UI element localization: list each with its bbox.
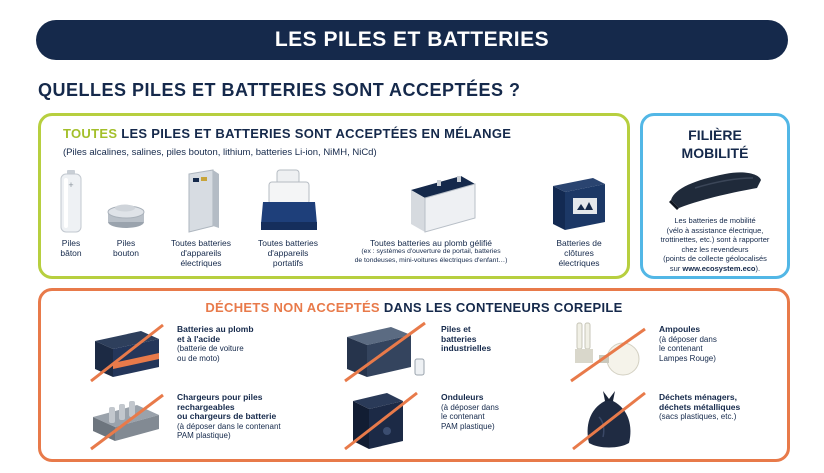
accepted-item-note: (ex : systèmes d'ouverture de portail, batteries de tondeuses, mini-voitures électriques d'enfant…) (354, 248, 508, 264)
rejected-item-text (659, 325, 717, 363)
accepted-item-label: Toutes batteries d'appareils portatifs (257, 238, 318, 268)
device-battery-icon (161, 166, 241, 236)
main-banner (36, 20, 788, 60)
accepted-heading-rest: LES PILES ET BATTERIES SONT ACCEPTÉES EN MÉLANGE (117, 126, 512, 141)
rejected-item-desc: (à déposer dans le contenant PAM plastique) (441, 402, 499, 431)
banner-title: LES PILES ET BATTERIES (274, 28, 550, 51)
charger-icon (87, 387, 167, 453)
rejected-item-desc: (à déposer dans le contenant Lampes Rouge) (659, 334, 717, 363)
tool-battery-icon (247, 166, 329, 236)
rejected-item-title: Ampoules (659, 324, 701, 334)
trash-bag-icon (569, 387, 649, 453)
rejected-item-text (659, 393, 740, 422)
accepted-item-gel (341, 166, 521, 265)
industrial-battery-icon (341, 319, 431, 385)
mobility-desc-rest: (vélo à assistance électrique, trottinettes, etc.) sont à rapporter chez les revendeurs (points de collecte géolocalisés sur (660, 225, 770, 273)
rejected-heading-rest: DANS LES CONTENEURS COREPILE (379, 300, 623, 315)
accepted-item-tool (247, 166, 329, 268)
rejected-item-text (177, 325, 254, 363)
mobility-description (649, 216, 781, 273)
ups-icon (341, 387, 421, 453)
page-subtitle: QUELLES PILES ET BATTERIES SONT ACCEPTÉES ? (38, 80, 521, 100)
button-cell-icon (103, 166, 149, 236)
fence-battery-icon (539, 166, 619, 236)
accepted-item-label: Batteries de clôtures électriques (556, 238, 602, 268)
accepted-item-label: Toutes batteries au plomb gélifié (370, 238, 492, 248)
accepted-subtext: (Piles alcalines, salines, piles bouton, lithium, batteries Li-ion, NiMH, NiCd) (63, 147, 377, 158)
accepted-item-device (161, 166, 241, 268)
rejected-item-title: Batteries au plomb et à l'acide (177, 324, 254, 344)
accepted-item-button (103, 166, 149, 258)
rejected-item-ups (341, 387, 541, 453)
ebike-battery-icon (665, 166, 767, 212)
rejected-item-charger (87, 387, 317, 453)
rejected-item-desc: (à déposer dans le contenant PAM plastique) (177, 421, 281, 440)
accepted-item-fence (539, 166, 619, 268)
rejected-item-bulbs (569, 319, 769, 385)
rejected-item-title: Piles et batteries industrielles (441, 324, 492, 353)
rejected-box (38, 288, 790, 462)
rejected-item-text (441, 393, 499, 431)
rejected-item-trash (569, 387, 769, 453)
rejected-heading (41, 300, 787, 315)
rejected-item-industrial (341, 319, 541, 385)
accepted-box (38, 113, 630, 279)
rejected-item-title: Onduleurs (441, 392, 484, 402)
rejected-item-text (441, 325, 491, 354)
mobility-desc-end: ). (755, 263, 761, 273)
accepted-item-label: Piles bâton (60, 238, 82, 258)
aa-battery-icon (51, 166, 91, 236)
svg-text:+: + (68, 180, 74, 190)
accepted-item-label: Toutes batteries d'appareils électriques (170, 238, 231, 268)
mobility-link[interactable]: www.ecosystem.eco (682, 263, 756, 273)
rejected-heading-highlight: DÉCHETS NON ACCEPTÉS (205, 300, 380, 315)
bulb-icon (569, 319, 649, 385)
accepted-item-label: Piles bouton (113, 238, 139, 258)
mobility-title: FILIÈRE MOBILITÉ (681, 127, 749, 161)
rejected-item-title: Chargeurs pour piles rechargeables ou chargeurs de batterie (177, 392, 277, 421)
gel-lead-battery-icon (341, 166, 521, 236)
rejected-item-desc: (batterie de voiture ou de moto) (177, 344, 244, 363)
rejected-item-car-battery (87, 319, 317, 385)
accepted-heading-highlight: TOUTES (63, 126, 118, 141)
car-battery-icon (87, 319, 167, 385)
accepted-item-aa (51, 166, 91, 258)
rejected-item-text (177, 393, 281, 441)
accepted-heading (63, 126, 511, 141)
rejected-item-desc: (sacs plastiques, etc.) (659, 412, 737, 421)
mobility-desc-main: Les batteries de mobilité (674, 216, 756, 225)
rejected-item-title: Déchets ménagers, déchets métalliques (659, 392, 741, 412)
mobility-box (640, 113, 790, 279)
